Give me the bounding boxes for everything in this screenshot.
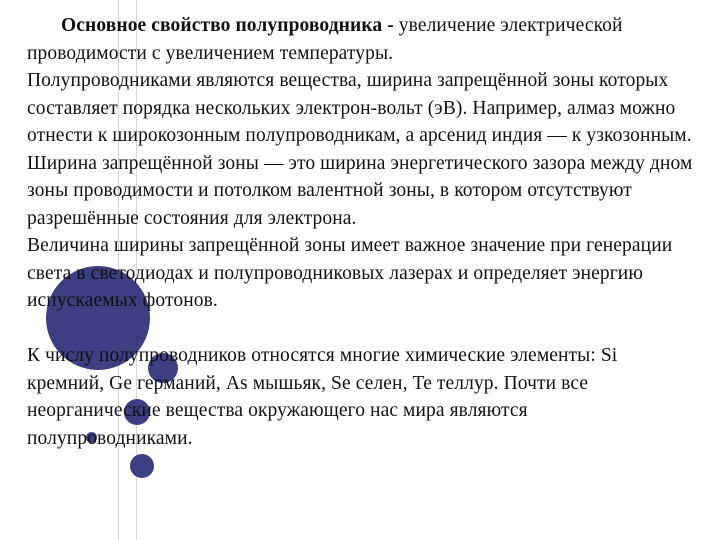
paragraph-spacer [27,315,697,343]
paragraph-definition [27,12,697,67]
paragraph-applications: Величина ширины запрещённой зоны имеет важное значение при генерации света в светодиодах и полупроводниковых лазерах и определяет энергию испускаемых фотонов. [27,235,673,311]
paragraph-elements: К числу полупроводников относятся многие химические элементы: Si кремний, Ge германий, As мышьяк, Se селен, Te теллур. Почти все неорганические вещества окружающего нас мира являются полупроводниками. [27,345,618,449]
lead-bold-text: Основное свойство полупроводника - [61,15,399,36]
lead-text: увеличение электрической проводимости с увеличением температуры. [27,15,623,64]
paragraph-band-gap: Полупроводниками являются вещества, ширина запрещённой зоны которых составляет порядка нескольких электрон-вольт (эВ). Например, алмаз можно отнести к широкозонным полупроводникам, а арсенид индия — к узкозонным. Ширина запрещённой зоны — это ширина энергетического зазора между дном зоны проводимости и потолком валентной зоны, в котором отсутствуют разрешённые состояния для электрона. [27,70,693,229]
decorative-circle-small-2 [130,454,154,478]
slide-body [27,12,697,452]
